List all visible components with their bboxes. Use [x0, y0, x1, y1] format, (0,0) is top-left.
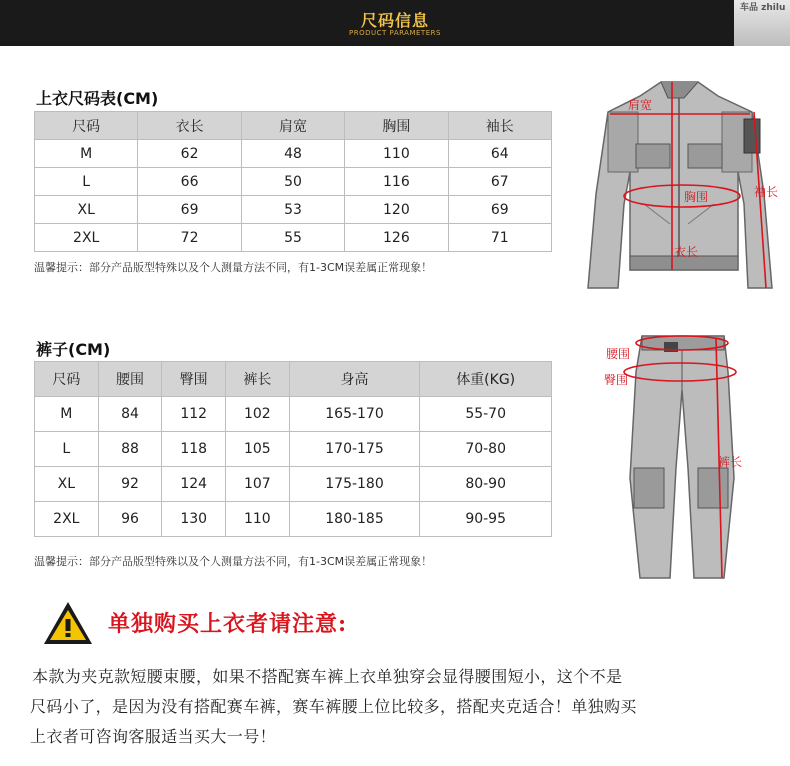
table-cell: 126 — [345, 224, 448, 252]
table-cell: L — [35, 432, 99, 467]
column-header: 腰围 — [98, 362, 162, 397]
warning-line: 上衣者可咨询客服适当买大一号！ — [30, 727, 277, 746]
table-cell: 88 — [98, 432, 162, 467]
table-row — [35, 467, 552, 502]
header-bar — [0, 0, 790, 46]
table-cell: 110 — [226, 502, 290, 537]
table-cell: 64 — [448, 140, 551, 168]
table-cell: 110 — [345, 140, 448, 168]
jacket-size-title: 上衣尺码表(CM) — [36, 89, 159, 108]
table-cell: XL — [35, 467, 99, 502]
table-cell: 120 — [345, 196, 448, 224]
warning-line: 本款为夹克款短腰束腰，如果不搭配赛车裤上衣单独穿会显得腰围短小，这个不是 — [32, 667, 623, 686]
table-cell: 84 — [98, 397, 162, 432]
header-subtitle: PRODUCT PARAMETERS — [349, 29, 441, 37]
table-cell: 72 — [138, 224, 241, 252]
header-title: 尺码信息 — [360, 11, 429, 30]
table-header-row — [35, 112, 552, 140]
table-row — [35, 397, 552, 432]
table-cell: L — [35, 168, 138, 196]
table-row — [35, 140, 552, 168]
chest-label: 胸围 — [684, 190, 709, 204]
jacket-size-note: 温馨提示：部分产品版型特殊以及个人测量方法不同，有1-3CM误差属正常现象！ — [34, 261, 433, 274]
table-cell: 2XL — [35, 224, 138, 252]
column-header: 胸围 — [345, 112, 448, 140]
column-header: 臀围 — [162, 362, 226, 397]
waist-label: 腰围 — [606, 347, 631, 361]
table-row — [35, 168, 552, 196]
column-header: 尺码 — [35, 112, 138, 140]
table-cell: 102 — [226, 397, 290, 432]
table-cell: 130 — [162, 502, 226, 537]
table-cell: M — [35, 140, 138, 168]
table-cell: 80-90 — [420, 467, 552, 502]
table-cell: 96 — [98, 502, 162, 537]
pants-measure-figure — [600, 328, 760, 582]
table-cell: 165-170 — [289, 397, 420, 432]
pants-length-label: 裤长 — [718, 455, 743, 469]
table-row — [35, 224, 552, 252]
warning-line: 尺码小了，是因为没有搭配赛车裤，赛车裤腰上位比较多，搭配夹克适合！单独购买 — [30, 697, 637, 716]
table-cell: 70-80 — [420, 432, 552, 467]
table-cell: 55 — [241, 224, 344, 252]
pants-size-table — [34, 361, 552, 537]
table-cell: 62 — [138, 140, 241, 168]
shoulder-label: 肩宽 — [628, 98, 653, 112]
pants-size-note: 温馨提示：部分产品版型特殊以及个人测量方法不同，有1-3CM误差属正常现象！ — [34, 555, 433, 568]
hip-label: 臀围 — [604, 373, 629, 387]
jacket-size-table — [34, 111, 552, 252]
table-cell: 71 — [448, 224, 551, 252]
table-cell: 66 — [138, 168, 241, 196]
table-cell: 116 — [345, 168, 448, 196]
table-cell: 48 — [241, 140, 344, 168]
column-header: 身高 — [289, 362, 420, 397]
pants-size-title: 裤子(CM) — [36, 340, 111, 359]
table-cell: 105 — [226, 432, 290, 467]
table-row — [35, 502, 552, 537]
table-cell: 175-180 — [289, 467, 420, 502]
table-cell: 92 — [98, 467, 162, 502]
table-cell: 2XL — [35, 502, 99, 537]
table-header-row — [35, 362, 552, 397]
table-cell: 107 — [226, 467, 290, 502]
table-cell: 53 — [241, 196, 344, 224]
column-header: 尺码 — [35, 362, 99, 397]
sleeve-label: 袖长 — [754, 185, 779, 199]
table-row — [35, 432, 552, 467]
table-cell: 180-185 — [289, 502, 420, 537]
jacket-length-label: 衣长 — [674, 245, 699, 259]
table-cell: 118 — [162, 432, 226, 467]
table-cell: 112 — [162, 397, 226, 432]
warning-triangle-icon — [42, 600, 94, 646]
column-header: 体重(KG) — [420, 362, 552, 397]
table-cell: 90-95 — [420, 502, 552, 537]
column-header: 裤长 — [226, 362, 290, 397]
column-header: 衣长 — [138, 112, 241, 140]
table-cell: M — [35, 397, 99, 432]
column-header: 肩宽 — [241, 112, 344, 140]
jacket-measure-figure — [566, 74, 784, 300]
table-cell: 124 — [162, 467, 226, 502]
table-cell: 69 — [448, 196, 551, 224]
table-cell: 69 — [138, 196, 241, 224]
table-cell: 55-70 — [420, 397, 552, 432]
table-row — [35, 196, 552, 224]
table-cell: 50 — [241, 168, 344, 196]
table-cell: 170-175 — [289, 432, 420, 467]
warning-text — [30, 662, 768, 752]
column-header: 袖长 — [448, 112, 551, 140]
warning-title: 单独购买上衣者请注意: — [108, 611, 348, 637]
table-cell: 67 — [448, 168, 551, 196]
table-cell: XL — [35, 196, 138, 224]
header-side-tab: 车品 zhilu — [734, 0, 790, 46]
